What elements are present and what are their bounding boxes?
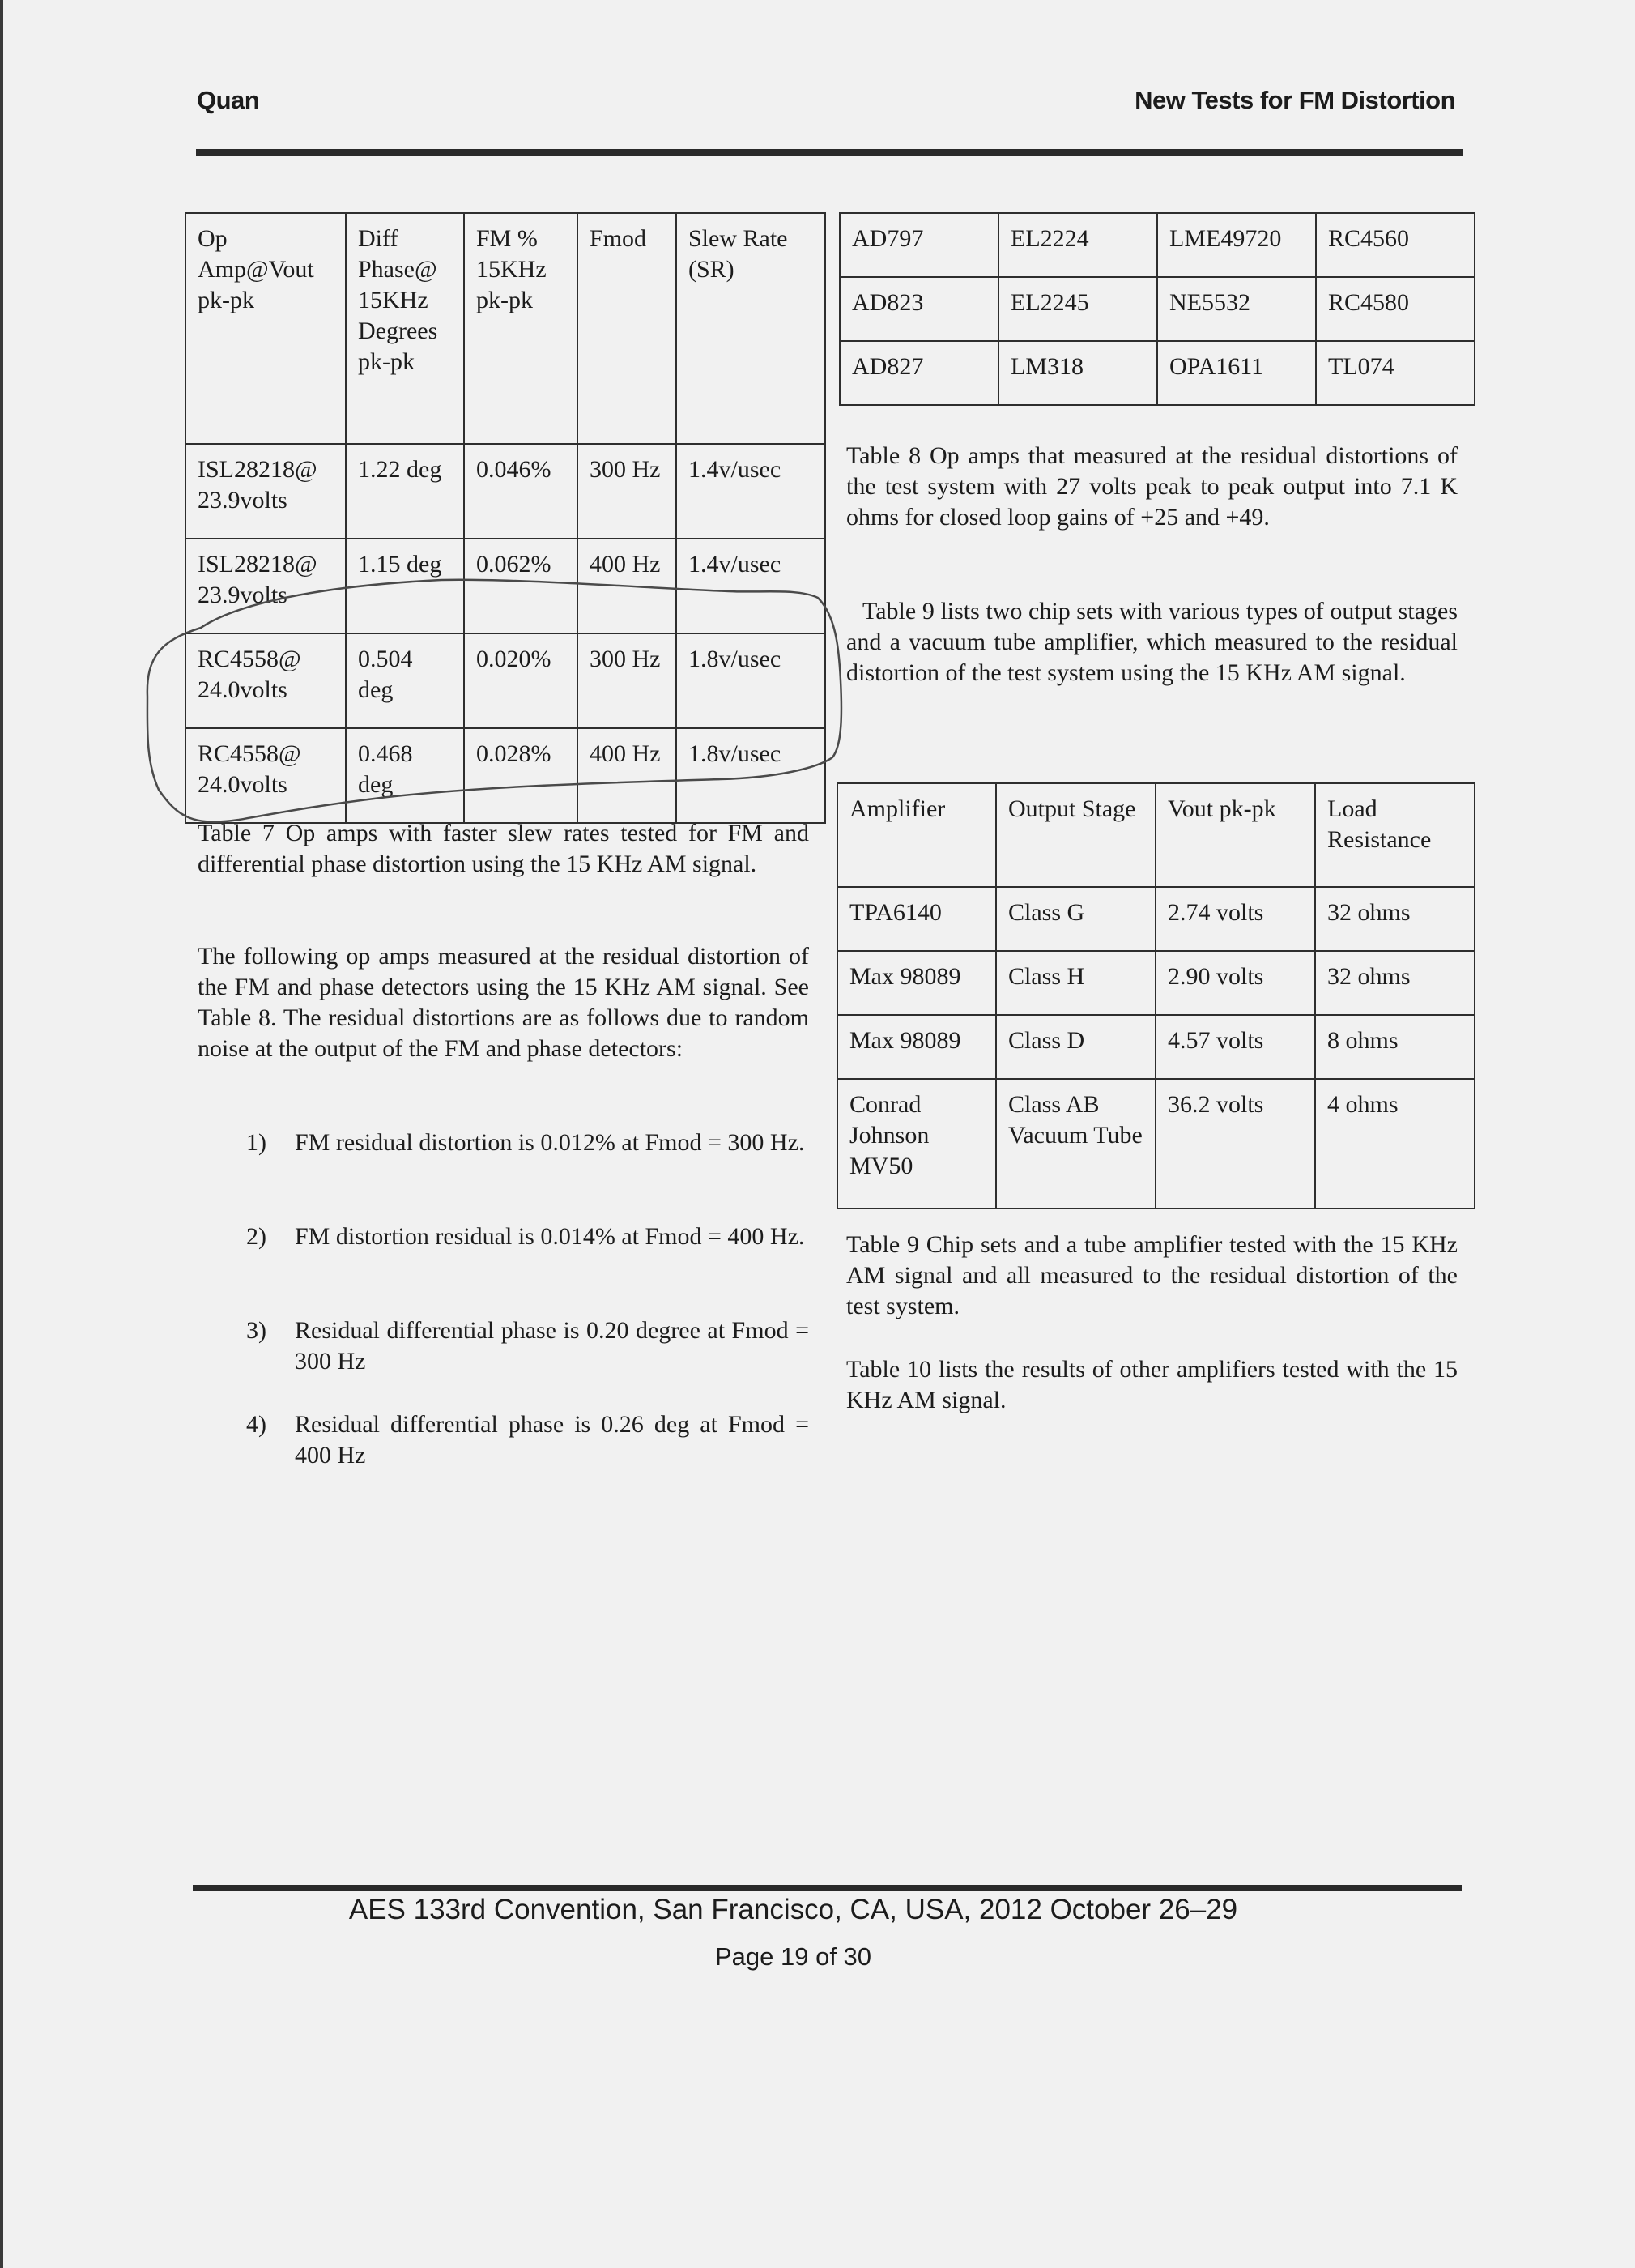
table-cell: AD797: [840, 213, 998, 277]
footer-rule: [193, 1885, 1462, 1891]
table-7-header-cell: Slew Rate (SR): [676, 213, 825, 444]
table-9-caption: Table 9 Chip sets and a tube amplifier tested with the 15 KHz AM signal and all measured to the residual distortion of the test system.: [846, 1231, 1458, 1319]
table-cell: 1.8v/usec: [676, 633, 825, 728]
table-cell: 32 ohms: [1315, 951, 1475, 1015]
table-cell: 2.74 volts: [1156, 887, 1315, 951]
table-cell: ISL28218@ 23.9volts: [185, 539, 346, 633]
table-row: [837, 1015, 1475, 1079]
table-cell: 300 Hz: [577, 444, 676, 539]
table-row: [840, 213, 1475, 277]
table-row: [840, 341, 1475, 405]
table-9-header-cell: Vout pk-pk: [1156, 783, 1315, 887]
table-cell: 1.22 deg: [346, 444, 464, 539]
table-cell: 300 Hz: [577, 633, 676, 728]
table-cell: Conrad Johnson MV50: [837, 1079, 996, 1209]
table-7-caption: Table 7 Op amps with faster slew rates tested for FM and differential phase distortion using the 15 KHz AM signal.: [198, 820, 809, 877]
table-cell: Class AB Vacuum Tube: [996, 1079, 1156, 1209]
table-cell: 4.57 volts: [1156, 1015, 1315, 1079]
table-cell: 0.062%: [464, 539, 577, 633]
body-paragraph: Table 9 lists two chip sets with various types of output stages and a vacuum tube amplifier, which measured to the residual distortion of the test system using the 15 KHz AM signal.: [846, 598, 1458, 686]
table-row: [185, 444, 825, 539]
table-7-header-cell: Diff Phase@ 15KHz Degrees pk-pk: [346, 213, 464, 444]
table-9-header-cell: Amplifier: [837, 783, 996, 887]
list-item-text: FM distortion residual is 0.014% at Fmod = 400 Hz.: [295, 1223, 805, 1250]
table-cell: 2.90 volts: [1156, 951, 1315, 1015]
table-cell: 36.2 volts: [1156, 1079, 1315, 1209]
table-cell: LME49720: [1157, 213, 1316, 277]
list-item-text: FM residual distortion is 0.012% at Fmod = 300 Hz.: [295, 1129, 805, 1156]
footer-conference: AES 133rd Convention, San Francisco, CA, USA, 2012 October 26–29: [348, 1894, 1238, 1925]
table-cell: 0.504 deg: [346, 633, 464, 728]
body-paragraph: The following op amps measured at the residual distortion of the FM and phase detectors using the 15 KHz AM signal. See Table 8. The residual distortions are as follows due to random noise at the output of the FM and phase detectors:: [198, 943, 809, 1062]
table-cell: NE5532: [1157, 277, 1316, 341]
table-cell: Class H: [996, 951, 1156, 1015]
table-cell: 1.4v/usec: [676, 444, 825, 539]
scan-edge: [0, 0, 3, 2268]
table-cell: ISL28218@ 23.9volts: [185, 444, 346, 539]
table-9-header-cell: Output Stage: [996, 783, 1156, 887]
table-7-header-cell: FM % 15KHz pk-pk: [464, 213, 577, 444]
table-cell: 32 ohms: [1315, 887, 1475, 951]
list-item-number: 4): [246, 1411, 266, 1438]
table-7: [185, 212, 826, 824]
list-item: [228, 1409, 809, 1471]
list-item-text: Residual differential phase is 0.26 deg at Fmod = 400 Hz: [295, 1411, 809, 1469]
list-item-number: 2): [246, 1223, 266, 1250]
body-paragraph: Table 10 lists the results of other amplifiers tested with the 15 KHz AM signal.: [846, 1356, 1458, 1413]
list-item: [228, 1315, 809, 1377]
table-cell: AD823: [840, 277, 998, 341]
table-cell: TL074: [1316, 341, 1475, 405]
table-cell: 0.028%: [464, 728, 577, 823]
table-row: [837, 887, 1475, 951]
table-row: [837, 1079, 1475, 1209]
table-8-caption: Table 8 Op amps that measured at the residual distortions of the test system with 27 volts peak to peak output into 7.1 K ohms for closed loop gains of +25 and +49.: [846, 442, 1458, 531]
table-cell: Max 98089: [837, 1015, 996, 1079]
table-cell: AD827: [840, 341, 998, 405]
table-cell: 400 Hz: [577, 539, 676, 633]
table-cell: TPA6140: [837, 887, 996, 951]
table-cell: Class G: [996, 887, 1156, 951]
list-item-number: 1): [246, 1129, 266, 1156]
list-item-text: Residual differential phase is 0.20 degree at Fmod = 300 Hz: [295, 1317, 809, 1375]
table-row: [840, 277, 1475, 341]
table-cell: Class D: [996, 1015, 1156, 1079]
header-title: New Tests for FM Distortion: [1135, 86, 1455, 114]
table-cell: LM318: [998, 341, 1157, 405]
table-9-header-cell: Load Resistance: [1315, 783, 1475, 887]
table-cell: RC4558@ 24.0volts: [185, 633, 346, 728]
table-cell: RC4560: [1316, 213, 1475, 277]
table-cell: EL2245: [998, 277, 1157, 341]
list-item: [228, 1128, 809, 1158]
table-cell: 1.8v/usec: [676, 728, 825, 823]
table-7-header-cell: Fmod: [577, 213, 676, 444]
table-cell: 1.4v/usec: [676, 539, 825, 633]
table-9-header-row: [837, 783, 1475, 887]
table-cell: 8 ohms: [1315, 1015, 1475, 1079]
table-row: [185, 633, 825, 728]
footer-page-number: Page 19 of 30: [714, 1942, 872, 1971]
table-cell: 0.468 deg: [346, 728, 464, 823]
table-cell: 0.046%: [464, 444, 577, 539]
table-cell: 1.15 deg: [346, 539, 464, 633]
table-cell: 4 ohms: [1315, 1079, 1475, 1209]
table-cell: RC4580: [1316, 277, 1475, 341]
table-8: [839, 212, 1475, 406]
table-cell: 400 Hz: [577, 728, 676, 823]
table-cell: Max 98089: [837, 951, 996, 1015]
table-row: [837, 951, 1475, 1015]
list-item: [228, 1221, 809, 1252]
table-row: [185, 539, 825, 633]
table-cell: RC4558@ 24.0volts: [185, 728, 346, 823]
table-7-header-row: [185, 213, 825, 444]
list-item-number: 3): [246, 1317, 266, 1344]
table-7-header-cell: Op Amp@Vout pk-pk: [185, 213, 346, 444]
table-cell: EL2224: [998, 213, 1157, 277]
table-9: [837, 782, 1475, 1209]
table-row: [185, 728, 825, 823]
header-rule: [196, 149, 1463, 156]
table-cell: OPA1611: [1157, 341, 1316, 405]
table-cell: 0.020%: [464, 633, 577, 728]
header-author: Quan: [197, 86, 260, 114]
